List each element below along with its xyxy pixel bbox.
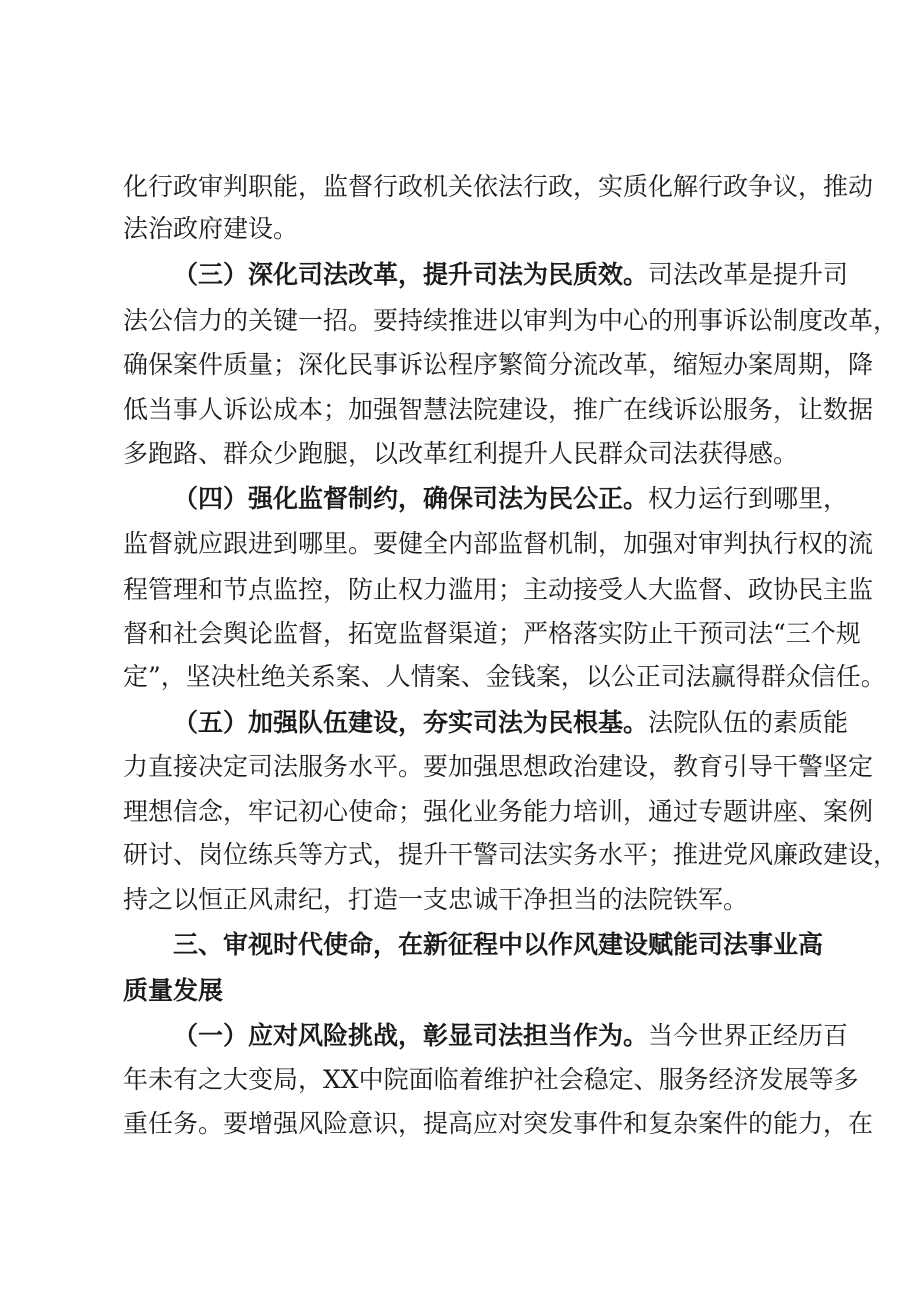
line-text: 司法改革是提升司	[648, 260, 849, 289]
line-text: 重任务。要增强风险意识，提高应对突发事件和复杂案件的能力，在	[123, 1109, 874, 1138]
heading-text: 三、审视时代使命，在新征程中以作风建设赋能司法事业高	[173, 930, 824, 959]
line-text: 法公信力的关键一招。要持续推进以审判为中心的刑事诉讼制度改革，	[123, 306, 899, 335]
paragraph-line	[123, 172, 874, 202]
section-lead-line	[173, 260, 849, 290]
paragraph-line	[123, 840, 899, 870]
line-text: 法院队伍的素质能	[648, 708, 849, 737]
section-heading-inline: （一）应对风险挑战，彰显司法担当作为。	[173, 1021, 649, 1050]
line-text: 程管理和节点监控，防止权力滥用；主动接受人大监督、政协民主监	[123, 575, 874, 604]
paragraph-line	[123, 306, 899, 336]
line-text: 研讨、岗位练兵等方式，提升干警司法实务水平；推进党风廉政建设，	[123, 840, 899, 869]
line-text: 化行政审判职能，监督行政机关依法行政，实质化解行政争议，推动	[123, 172, 874, 201]
line-text: 督和社会舆论监督，拓宽监督渠道；严格落实防止干预司法“三个规	[123, 619, 861, 648]
line-text: 年未有之大变局，XX中院面临着维护社会稳定、服务经济发展等多	[123, 1065, 859, 1094]
section-heading	[173, 930, 824, 960]
paragraph-line	[123, 619, 861, 649]
paragraph-line	[123, 797, 874, 827]
heading-text: 质量发展	[123, 976, 224, 1005]
paragraph-line	[123, 1065, 859, 1095]
paragraph-line	[123, 575, 874, 605]
line-text: 监督就应跟进到哪里。要健全内部监督机制，加强对审判执行权的流	[123, 529, 874, 558]
section-lead-line	[173, 708, 849, 738]
paragraph-line	[123, 395, 874, 425]
paragraph-line	[123, 752, 874, 782]
line-text: 法治政府建设。	[123, 214, 299, 243]
section-heading-inline: （五）加强队伍建设，夯实司法为民根基。	[173, 708, 649, 737]
line-text: 多跑路、群众少跑腿，以改革红利提升人民群众司法获得感。	[123, 439, 799, 468]
section-lead-line	[173, 484, 849, 514]
paragraph-line	[123, 439, 813, 469]
section-lead-line	[173, 1021, 849, 1051]
paragraph-line	[123, 529, 874, 559]
section-heading-inline: （四）强化监督制约，确保司法为民公正。	[173, 484, 649, 513]
line-text: 持之以恒正风肃纪，打造一支忠诚干净担当的法院铁军。	[123, 885, 749, 914]
paragraph-line	[123, 214, 813, 244]
paragraph-line	[123, 885, 813, 915]
line-text: 确保案件质量；深化民事诉讼程序繁简分流改革，缩短办案周期，降	[123, 350, 874, 379]
paragraph-line	[123, 662, 886, 692]
paragraph-line	[123, 1109, 874, 1139]
section-heading-inline: （三）深化司法改革，提升司法为民质效。	[173, 260, 649, 289]
line-text: 当今世界正经历百	[648, 1021, 849, 1050]
line-text: 低当事人诉讼成本；加强智慧法院建设，推广在线诉讼服务，让数据	[123, 395, 874, 424]
line-text: 理想信念，牢记初心使命；强化业务能力培训，通过专题讲座、案例	[123, 797, 874, 826]
section-heading-continuation	[123, 976, 813, 1006]
line-text: 力直接决定司法服务水平。要加强思想政治建设，教育引导干警坚定	[123, 752, 874, 781]
line-text: 定”，坚决杜绝关系案、人情案、金钱案，以公正司法赢得群众信任。	[123, 662, 886, 691]
paragraph-line	[123, 350, 874, 380]
line-text: 权力运行到哪里，	[648, 484, 849, 513]
